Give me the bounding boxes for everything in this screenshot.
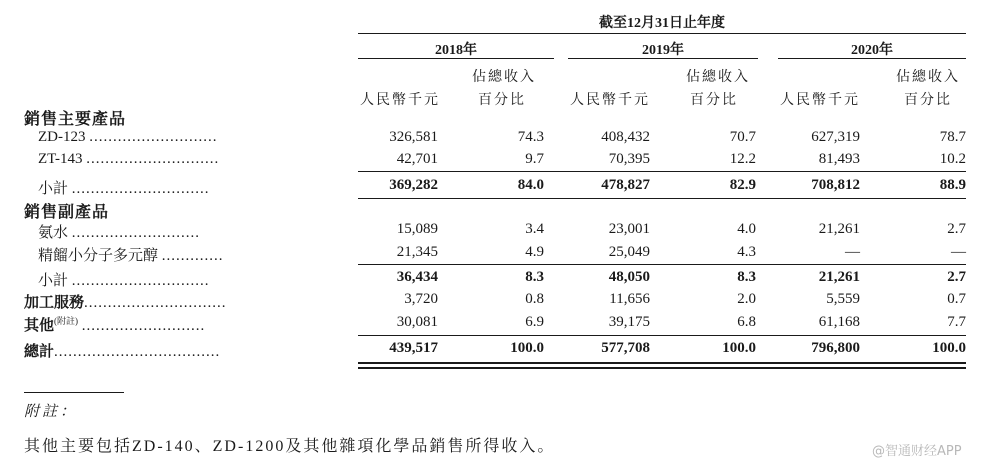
header-rule [358, 33, 966, 34]
section-main-products: 銷售主要產品 [24, 111, 127, 128]
cell-processing-2019-rmb: 11,656 [609, 291, 650, 307]
cell-processing-2020-rmb: 5,559 [826, 291, 860, 307]
row-label-processing: 加工服務.............................. [24, 295, 227, 311]
others-note-marker: (附註) [54, 316, 79, 326]
total-double-rule-1 [358, 362, 966, 364]
cell-zt143-2020-pct: 10.2 [939, 151, 966, 167]
row-label-zt143: ZT-143 ............................ [38, 151, 220, 167]
cell-ammonia-2020-pct: 2.7 [947, 221, 966, 237]
row-label-others: 其他$^{(附註)}$ .......................... [24, 316, 206, 334]
year-2019: 2019年 [642, 43, 684, 58]
rmb-header-2019: 人民幣千元 [570, 93, 650, 108]
cell-subtotal2-2019-pct: 8.3 [737, 269, 756, 285]
cell-processing-2018-pct: 0.8 [525, 291, 544, 307]
cell-zd123-2019-pct: 70.7 [729, 129, 756, 145]
cell-zt143-2018-pct: 9.7 [525, 151, 544, 167]
row-label-subtotal2: 小計 ............................. [38, 273, 210, 289]
cell-ammonia-2018-pct: 3.4 [525, 221, 544, 237]
cell-zd123-2019-rmb: 408,432 [601, 129, 650, 145]
watermark: @智通财经APP [872, 444, 962, 459]
subtotal1-top-rule [358, 171, 966, 172]
cell-ammonia-2020-rmb: 21,261 [818, 221, 860, 237]
pct-header-2019-top: 佔總收入 [686, 70, 750, 85]
cell-subtotal1-2018-rmb: 369,282 [389, 177, 438, 193]
cell-ammonia-2019-rmb: 23,001 [608, 221, 650, 237]
cell-zt143-2019-rmb: 70,395 [608, 151, 650, 167]
pct-header-2018-top: 佔總收入 [472, 70, 536, 85]
cell-polyol-2019-rmb: 25,049 [608, 244, 650, 260]
cell-subtotal2-2020-pct: 2.7 [947, 269, 966, 285]
cell-zt143-2018-rmb: 42,701 [396, 151, 438, 167]
row-label-subtotal1: 小計 ............................. [38, 181, 210, 197]
cell-zt143-2020-rmb: 81,493 [818, 151, 860, 167]
pct-header-2020-top: 佔總收入 [896, 70, 960, 85]
cell-subtotal2-2018-pct: 8.3 [525, 269, 544, 285]
cell-zd123-2018-pct: 74.3 [517, 129, 544, 145]
year-2018: 2018年 [435, 43, 477, 58]
rmb-header-2020: 人民幣千元 [780, 93, 860, 108]
cell-zd123-2018-rmb: 326,581 [389, 129, 438, 145]
cell-polyol-2018-pct: 4.9 [525, 244, 544, 260]
cell-zd123-2020-rmb: 627,319 [811, 129, 860, 145]
row-label-polyol: 精餾小分子多元醇 ............. [38, 248, 224, 264]
cell-polyol-2018-rmb: 21,345 [396, 244, 438, 260]
total-double-rule-2 [358, 367, 966, 369]
row-label-ammonia: 氨水 ........................... [38, 225, 201, 241]
cell-subtotal2-2019-rmb: 48,050 [608, 269, 650, 285]
cell-others-2020-pct: 7.7 [947, 314, 966, 330]
year-rule-2019 [568, 58, 758, 59]
cell-ammonia-2019-pct: 4.0 [737, 221, 756, 237]
cell-processing-2019-pct: 2.0 [737, 291, 756, 307]
cell-processing-2018-rmb: 3,720 [404, 291, 438, 307]
cell-subtotal1-2020-pct: 88.9 [939, 177, 966, 193]
footnote-title: 附註： [24, 404, 79, 420]
cell-others-2018-rmb: 30,081 [396, 314, 438, 330]
row-label-zd123: ZD-123 ........................... [38, 129, 218, 145]
row-label-total: 總計................................... [24, 344, 221, 360]
cell-others-2020-rmb: 61,168 [818, 314, 860, 330]
pct-header-2019-bottom: 百分比 [690, 93, 738, 108]
year-rule-2018 [358, 58, 554, 59]
cell-polyol-2020-rmb: — [845, 244, 860, 260]
year-2020: 2020年 [851, 43, 893, 58]
cell-others-2019-pct: 6.8 [737, 314, 756, 330]
pct-header-2018-bottom: 百分比 [478, 93, 526, 108]
cell-zt143-2019-pct: 12.2 [729, 151, 756, 167]
footnote-text: 其他主要包括ZD-140、ZD-1200及其他雜項化學品銷售所得收入。 [24, 438, 556, 455]
year-rule-2020 [778, 58, 966, 59]
subtotal1-bottom-rule [358, 198, 966, 199]
total-top-rule [358, 335, 966, 336]
cell-total-2018-rmb: 439,517 [389, 340, 438, 356]
cell-subtotal1-2019-rmb: 478,827 [601, 177, 650, 193]
subtotal2-top-rule [358, 264, 966, 265]
cell-subtotal1-2018-pct: 84.0 [517, 177, 544, 193]
cell-polyol-2019-pct: 4.3 [737, 244, 756, 260]
cell-total-2018-pct: 100.0 [510, 340, 544, 356]
cell-subtotal2-2020-rmb: 21,261 [818, 269, 860, 285]
cell-processing-2020-pct: 0.7 [947, 291, 966, 307]
rmb-header-2018: 人民幣千元 [360, 93, 440, 108]
cell-others-2019-rmb: 39,175 [608, 314, 650, 330]
cell-subtotal1-2020-rmb: 708,812 [811, 177, 860, 193]
section-by-products: 銷售副產品 [24, 204, 110, 221]
cell-subtotal2-2018-rmb: 36,434 [396, 269, 438, 285]
cell-others-2018-pct: 6.9 [525, 314, 544, 330]
cell-zd123-2020-pct: 78.7 [939, 129, 966, 145]
cell-total-2020-rmb: 796,800 [811, 340, 860, 356]
cell-ammonia-2018-rmb: 15,089 [396, 221, 438, 237]
cell-polyol-2020-pct: — [951, 244, 966, 260]
pct-header-2020-bottom: 百分比 [904, 93, 952, 108]
footnote-separator [24, 392, 124, 393]
period-header: 截至12月31日止年度 [599, 16, 725, 31]
cell-subtotal1-2019-pct: 82.9 [729, 177, 756, 193]
cell-total-2020-pct: 100.0 [932, 340, 966, 356]
cell-total-2019-pct: 100.0 [722, 340, 756, 356]
cell-total-2019-rmb: 577,708 [601, 340, 650, 356]
